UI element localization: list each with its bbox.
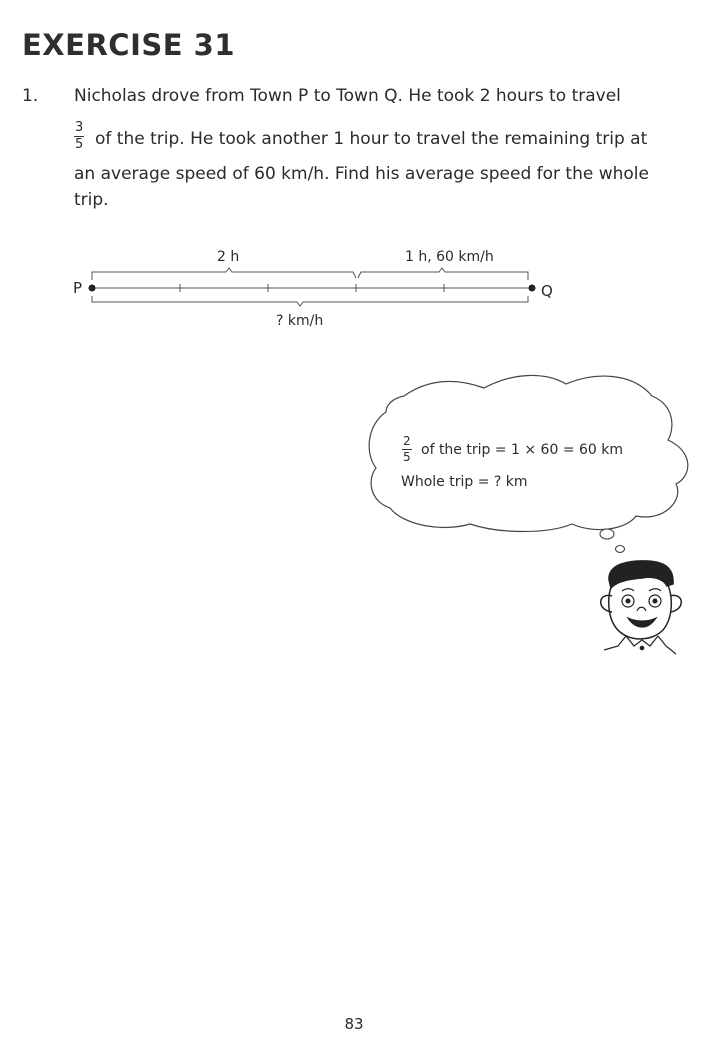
question-line-3: an average speed of 60 km/h. Find his average speed for the whole	[74, 164, 649, 184]
thought-fraction	[402, 435, 412, 464]
question-fraction-numerator: 3	[75, 120, 84, 135]
question-fraction-denominator: 5	[75, 137, 84, 152]
exercise-title: EXERCISE 31	[22, 28, 236, 62]
bracket-whole-trip	[92, 296, 528, 306]
page-number: 83	[344, 1015, 364, 1033]
thought-fraction-denominator: 5	[403, 450, 411, 464]
bracket-first-part	[92, 268, 356, 280]
question-line-2: of the trip. He took another 1 hour to travel the remaining trip at	[95, 129, 648, 149]
question-line-1: Nicholas drove from Town P to Town Q. He took 2 hours to travel	[74, 86, 621, 106]
label-town-p: P	[73, 279, 83, 297]
bracket-second-part	[358, 268, 528, 280]
question-number: 1.	[22, 86, 39, 106]
thought-fraction-numerator: 2	[403, 434, 411, 448]
thought-bubble-small-2	[616, 546, 625, 553]
thought-bubble-small-1	[600, 529, 614, 539]
question-line-4: trip.	[74, 190, 109, 210]
town-p-dot	[89, 285, 96, 292]
label-town-q: Q	[541, 282, 553, 300]
label-first-part-time: 2 h	[217, 249, 240, 265]
town-q-dot	[529, 285, 536, 292]
thought-line-1: of the trip = 1 × 60 = 60 km	[421, 442, 624, 458]
label-second-part-time-speed: 1 h, 60 km/h	[405, 249, 494, 265]
thought-line-2: Whole trip = ? km	[401, 474, 528, 490]
label-whole-trip-speed: ? km/h	[276, 313, 324, 329]
boy-illustration	[601, 561, 682, 654]
